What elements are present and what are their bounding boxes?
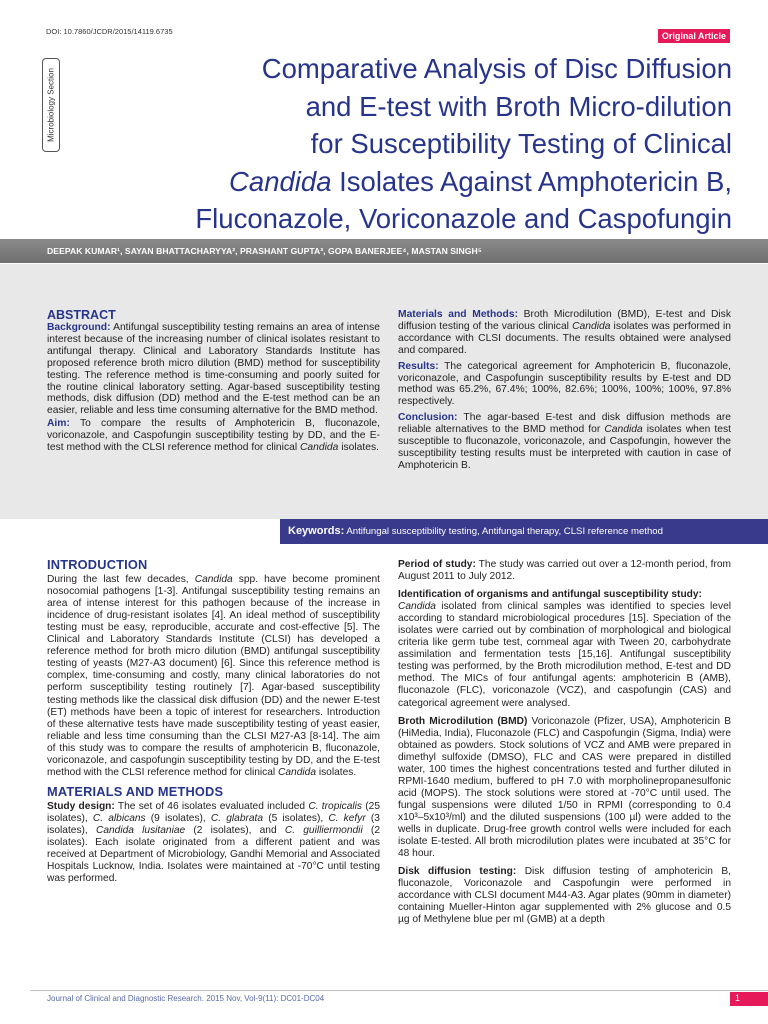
abstract-right-column — [398, 309, 731, 473]
conclusion-italic: Candida — [604, 424, 643, 436]
species-1: C. tropicalis — [308, 800, 363, 812]
keywords-label: Keywords: — [288, 525, 345, 537]
design-text-b: (25 isolates), — [47, 800, 381, 824]
keywords-text: Antifungal susceptibility testing, Antifungal therapy, CLSI reference method — [344, 526, 663, 537]
title-line-4 — [112, 163, 732, 201]
introduction-paragraph — [47, 574, 380, 779]
body-right-column — [398, 559, 731, 927]
intro-text-c: isolates. — [315, 766, 357, 778]
species-6: C. guilliermondii — [284, 824, 363, 836]
section-label: Microbiology Section — [46, 68, 56, 142]
abstract-aim — [47, 418, 380, 454]
footer-journal: Journal of Clinical and Diagnostic Research. 2015 Nov, Vol-9(11): DC01-DC04 — [47, 994, 325, 1003]
abstract-heading: ABSTRACT — [47, 308, 116, 322]
design-text-a: The set of 46 isolates evaluated included — [114, 800, 309, 812]
body-left-column — [47, 556, 380, 886]
intro-italic-1: Candida — [194, 574, 233, 586]
disk-diffusion-text: Disk diffusion testing of amphotericin B, fluconazole, Voriconazole and Caspofungin were performed in accordance with CLSI document M44-A3. Agar plates (90mm in diameter) containing Mueller-Hinton agar supplemented with 2% glucose and 0.5 µg of Methylene blue per ml (GMB) at a depth — [398, 866, 732, 926]
identification-label: Identification of organisms and antifungal susceptibility study: — [398, 589, 702, 601]
species-5: Candida lusitaniae — [95, 824, 186, 836]
identification-text: isolated from clinical samples was identified to species level according to standard microbiological procedures [15]. Speciation of the isolates were carried out by combination of morphological and biological criteria like germ tube test, cornmeal agar with Tween 20, carbohydrate assimilation and fermentation tests [15,16]. Antifungal susceptibility testing was performed, by the Broth microdilution method, E-test and DD method. The MICs of four antifungal agents: amphotericin B (AMB), fluconazole (FLC), voriconazole (VCZ), and caspofungin (CAS) and categorical agreement were analysed. — [398, 601, 731, 709]
study-design-label: Study design: — [47, 800, 115, 812]
methods-label: Materials and Methods: — [398, 309, 518, 320]
species-2: C. albicans — [92, 812, 146, 824]
bmd-text: Voriconazole (Pfizer, USA), Amphotericin B (HiMedia, India), Fluconazole (FLC) and Caspofungin (Sigma, India) were obtained as powders. Stock solutions of VCZ and AMB were prepared in dimethyl sulfoxide (DMSO), FLC and CAS were prepared in distilled water, 100 times the highest concentrations tested and further diluted in RPMI-1640 medium, buffered to pH 7.0 with morpholinepropanesulfonic acid (MOPS). The stock solutions were stored at -70°C until used. The fungal suspensions were diluted 1/50 in RPMI (corresponding to 0.4 x10³–5x10³/ml) and the diluted suspensions (100 µl) were added to the wells in duplicate. Drug-free growth control wells were included for each isolate E-tested. All broth microdilution plates were incubated at 35°C for 48 hour. — [398, 715, 731, 860]
bmd-paragraph — [398, 716, 731, 861]
methods-italic: Candida — [572, 320, 611, 332]
design-text-e: (3 isolates), — [47, 812, 380, 836]
period-paragraph — [398, 559, 731, 583]
article-title — [112, 50, 732, 238]
intro-text-a: During the last few decades, — [47, 574, 195, 586]
disk-diffusion-paragraph — [398, 866, 731, 926]
abstract-results — [398, 361, 731, 409]
identification-paragraph — [398, 589, 731, 709]
background-label: Background: — [47, 322, 111, 333]
title-italic: Candida — [229, 165, 332, 197]
abstract-conclusion — [398, 412, 731, 472]
species-3: C. glabrata — [210, 812, 264, 824]
design-text-g: (2 isolates). Each isolate originated from a different patient and was received at Department of Microbiology, Gandhi Memorial and Associated Hospitals Lucknow, India. Isolates were maintained at -70°C until testing was performed. — [47, 824, 380, 885]
period-label: Period of study: — [398, 559, 476, 570]
conclusion-text-b: isolates when test susceptible to fluconazole, voriconazole, and Caspofungin, however the susceptibility testing results must be interpreted with caution in case of Amphotericin B. — [398, 424, 731, 471]
title-line-2: and E-test with Broth Micro-dilution — [305, 90, 732, 122]
title-line-5: Fluconazole, Voriconazole and Caspofungin — [195, 203, 732, 234]
methods-text-b: isolates was performed in accordance with CLSI documents. The results obtained were analysed and compared. — [398, 320, 731, 356]
author-bar: DEEPAK KUMAR¹, SAYAN BHATTACHARYYA², PRASHANT GUPTA³, GOPA BANERJEE⁴, MASTAN SINGH⁵ — [0, 239, 768, 263]
conclusion-label: Conclusion: — [398, 412, 458, 424]
identification-italic: Candida — [398, 601, 436, 613]
results-text: The categorical agreement for Amphotericin B, fluconazole, voriconazole, and Caspofungin susceptibility results by E-test and DD method was 65.2%, 67.4%; 100%, 82.6%; 100%, 100%; 100%, 97.8% respectively. — [398, 360, 731, 408]
section-tab — [42, 58, 60, 152]
intro-italic-2: Candida — [278, 766, 316, 778]
conclusion-text-a: The agar-based E-test and disk diffusion methods are reliable alternatives to the BMD method for — [398, 412, 731, 436]
page-number: 1 — [730, 992, 768, 1006]
footer-divider — [30, 990, 768, 991]
abstract-left-column — [47, 322, 380, 455]
disk-diffusion-label: Disk diffusion testing: — [398, 866, 517, 878]
introduction-heading: INTRODUCTION — [47, 557, 148, 572]
aim-end: isolates. — [338, 442, 379, 454]
aim-text: To compare the results of Amphotericin B, fluconazole, voriconazole, and Caspofungin susceptibility testing by DD, and the E-test method with the CLSI reference method for clinical — [47, 418, 380, 454]
background-text: Antifungal susceptibility testing remains an area of intense interest because of the increasing number of clinical isolates resistant to antifungal therapy. Clinical and Laboratory Standards Institute has proposed reference broth micro dilution (BMD) method for susceptibility testing. The reference method is time-consuming and poorly suited for the routine clinical laboratory setting. Agar-based susceptibility testing methods, disk diffusion (DD) method and the E-test method can be an easier, reliable and less time consuming alternative for the BMD method. — [47, 322, 380, 417]
materials-methods-heading: MATERIALS AND METHODS — [47, 783, 224, 799]
keywords-bar — [280, 519, 768, 544]
abstract-background — [47, 322, 380, 417]
methods-text-a: Broth Microdilution (BMD), E-test and Disk diffusion testing of the various clinical — [398, 309, 731, 332]
abstract-methods — [398, 309, 731, 357]
design-text-f: (2 isolates), and — [185, 824, 285, 836]
title-line-4-rest: Isolates Against Amphotericin B, — [331, 165, 732, 197]
period-text: The study was carried out over a 12-month period, from August 2011 to July 2012. — [398, 559, 731, 583]
aim-italic: Candida — [299, 442, 339, 454]
bmd-label: Broth Microdilution (BMD) — [398, 715, 528, 727]
intro-text-b: spp. have become prominent nosocomial pathogens [1-3]. Antifungal susceptibility testing remains an area of intense interest for this pathogen because of the increase in incidence of drug-resistant isolates [4]. An ideal method of susceptibility testing must be easy, reproducible, accurate and cost-effective [5]. The Clinical and Laboratory Standards Institute (CLSI) has developed a reference method for broth micro dilution (BMD) antifungal susceptibility testing of yeasts (M27-A3 document) [6]. Since this reference method is complex, time-consuming and costly, many clinical laboratories do not perform susceptibility testing routinely [7]. Agar-based susceptibility testing methods like the classical disk diffusion (DD) and the newer E-test (ET) methods have been a topic of interest for researchers. Introduction of these alternative tests have made susceptibility testing of yeast easier, reliable and less time consuming than the CLSI M27-A3 [8-14]. The aim of this study was to compare the results of amphotericin B, fluconazole, voriconazole, and caspofungin susceptibility testing by DD, and the E-test method with the CLSI reference method for clinical — [47, 574, 380, 778]
article-type-badge: Original Article — [658, 29, 730, 43]
doi: DOI: 10.7860/JCDR/2015/14119.6735 — [46, 27, 173, 36]
species-4: C. kefyr — [328, 812, 366, 824]
title-line-1: Comparative Analysis of Disc Diffusion — [261, 53, 732, 84]
design-text-c: (9 isolates), — [145, 812, 211, 824]
results-label: Results: — [398, 360, 439, 372]
study-design-paragraph — [47, 801, 380, 885]
title-line-3: for Susceptibility Testing of Clinical — [310, 128, 732, 159]
aim-label: Aim: — [47, 418, 70, 430]
design-text-d: (5 isolates), — [263, 812, 329, 824]
